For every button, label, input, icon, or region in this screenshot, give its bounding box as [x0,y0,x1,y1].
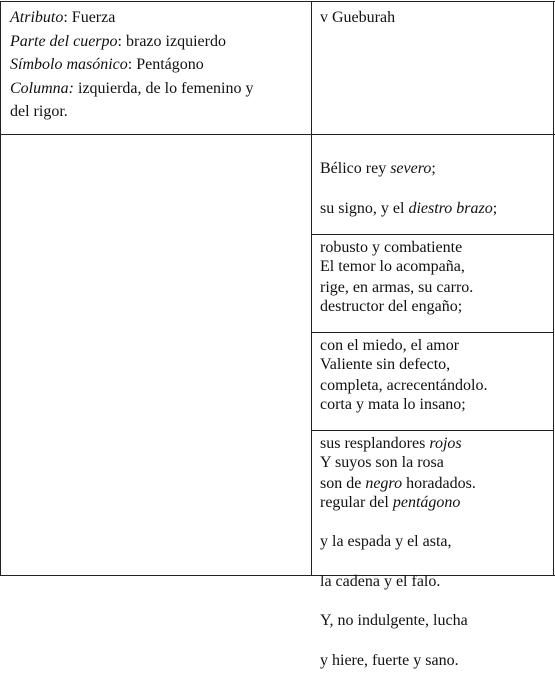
verse-line: corta y mata lo insano; [320,395,466,413]
verse-line: Bélico rey severo; [320,160,436,177]
table-column-divider [311,1,312,576]
attribute-label: Parte del cuerpo [10,32,118,50]
attribute-label: Símbolo masónico [10,56,128,73]
verse-line: robusto y combatiente [320,239,463,256]
header-sephira-cell [320,6,395,30]
verse-line: destructor del engaño; [320,297,463,315]
header-line: Atributo: Fuerza [10,9,116,26]
attribute-label: Columna: [10,79,74,97]
table-border-right [553,1,554,576]
attribute-value: izquierda, de lo femenino y [78,79,254,97]
verse-line: Y, no indulgente, lucha [320,612,468,629]
header-line: Parte del cuerpo: brazo izquierdo [10,32,226,50]
verse-line: sus resplandores rojos [320,435,462,452]
verse-line: Y suyos son la rosa [320,454,444,471]
table-border-left [0,1,1,576]
table-border-bottom [0,575,555,576]
header-line: Símbolo masónico: Pentágono [10,56,204,73]
table-border-top [0,1,555,2]
attribute-value: Fuerza [71,9,116,26]
verse-line: completa, acrecentándolo. [320,376,488,394]
table-border-header [0,134,555,135]
sephira-title: v Gueburah [320,9,396,26]
stanza [320,435,468,688]
attribute-value: brazo izquierdo [125,32,226,50]
verse-line: regular del pentágono [320,493,461,511]
header-line [10,77,254,101]
header-attributes-cell [10,6,254,124]
attribute-value: del rigor. [10,103,68,120]
verse-line: El temor lo acompaña, [320,258,465,275]
verse-line: rige, en armas, su carro. [320,278,474,296]
verse-line: Valiente sin defecto, [320,356,451,373]
verse-line: su signo, y el diestro brazo; [320,199,498,217]
verse-line: son de negro horadados. [320,474,476,492]
attribute-value: Pentágono [136,56,204,73]
attribute-label: Atributo [10,9,64,26]
header-line [10,100,254,124]
verse-line: la cadena y el falo. [320,572,441,590]
verse-line: y hiere, fuerte y sano. [320,651,459,669]
verse-line: con el miedo, el amor [320,337,460,354]
verse-line: y la espada y el asta, [320,533,452,550]
